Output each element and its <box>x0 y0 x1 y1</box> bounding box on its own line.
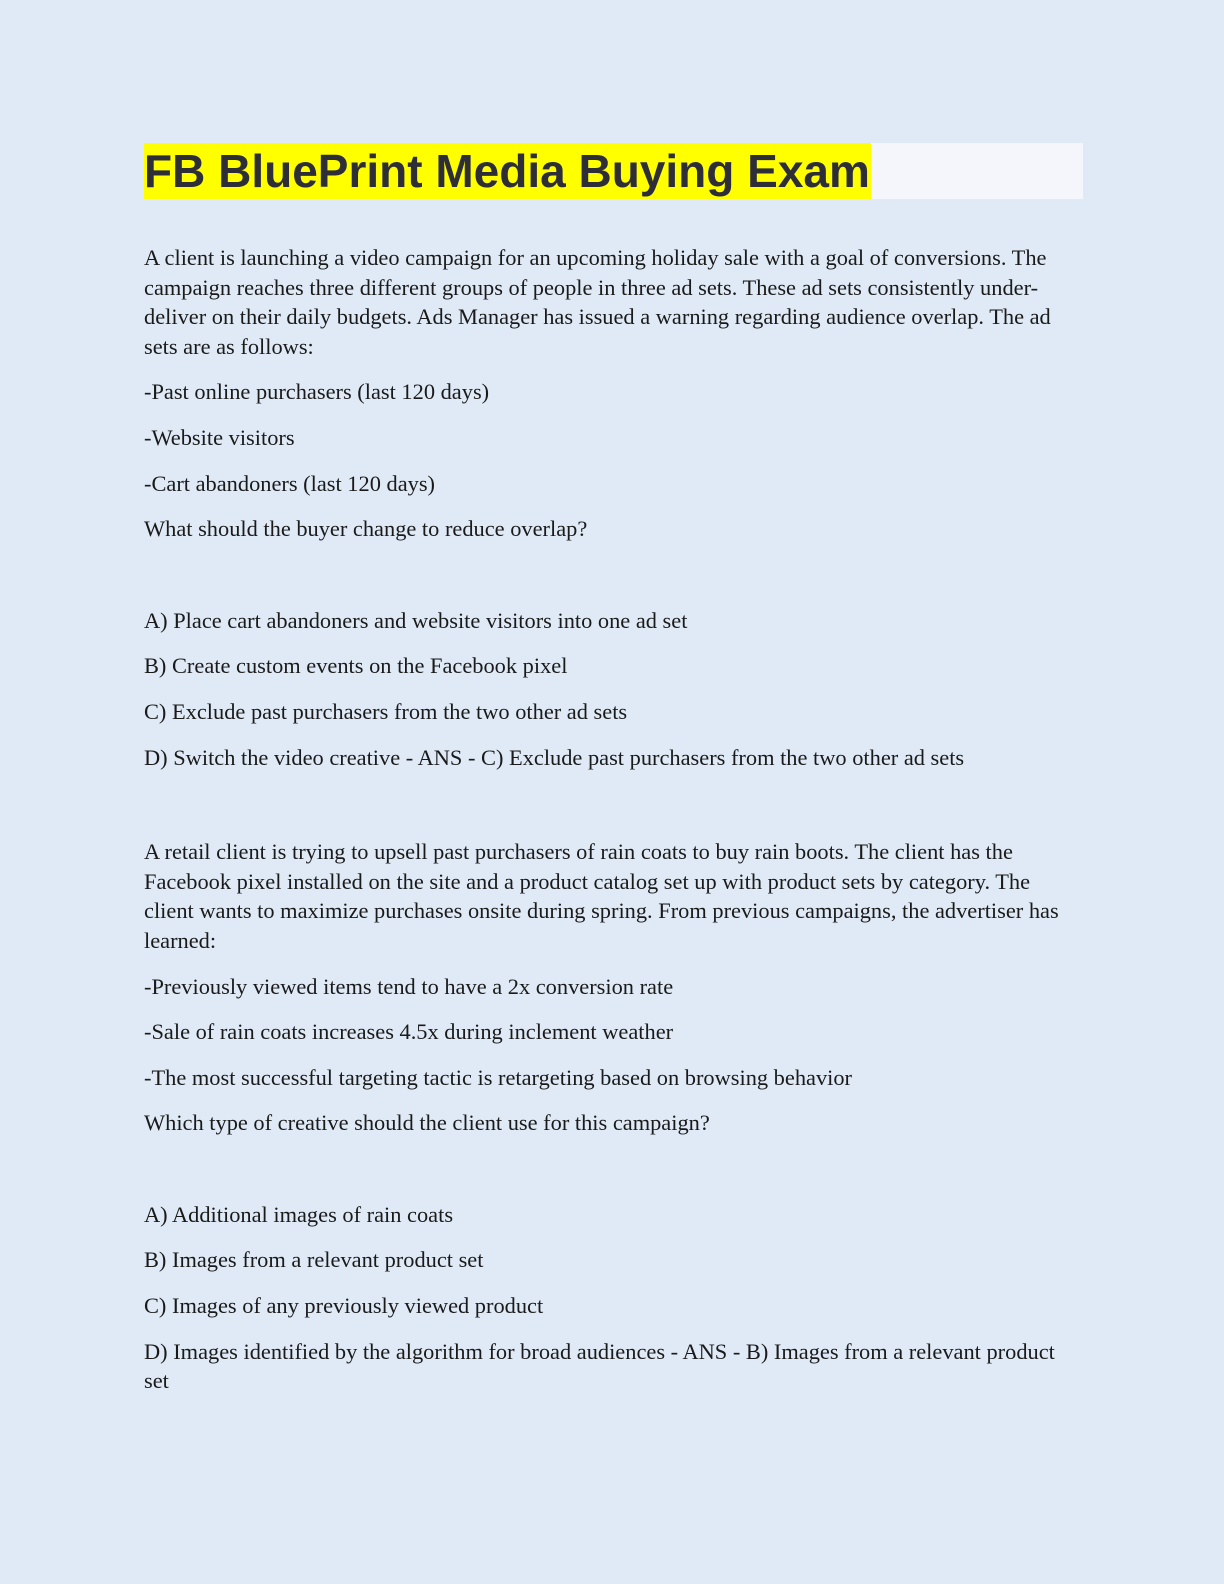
list-item: -Past online purchasers (last 120 days) <box>144 379 490 405</box>
question-stem: A retail client is trying to upsell past purchasers of rain coats to buy rain boots. The client has the Facebook pixel installed on the site and a product catalog set up with product sets by category. The client wants to maximize purchases onsite during spring. From previous campaigns, the advertiser has learned: <box>144 839 1059 953</box>
question-text: Which type of creative should the client use for this campaign? <box>144 1110 710 1136</box>
list-item: -Sale of rain coats increases 4.5x during inclement weather <box>144 1019 674 1045</box>
answer-option-c: C) Exclude past purchasers from the two other ad sets <box>144 698 628 724</box>
answer-option-b: B) Create custom events on the Facebook pixel <box>144 653 568 679</box>
answer-option-c: C) Images of any previously viewed product <box>144 1293 544 1319</box>
list-item: -The most successful targeting tactic is retargeting based on browsing behavior <box>144 1064 853 1090</box>
answer-option-a: A) Place cart abandoners and website visitors into one ad set <box>144 607 688 633</box>
answer-option-d: D) Switch the video creative - ANS - C) Exclude past purchasers from the two other ad sets <box>144 744 965 770</box>
page-title: FB BluePrint Media Buying Exam <box>144 145 870 197</box>
list-item: -Previously viewed items tend to have a 2x conversion rate <box>144 973 674 999</box>
question-stem: A client is launching a video campaign for an upcoming holiday sale with a goal of conversions. The campaign reaches three different groups of people in three ad sets. These ad sets consistently under-deliver on their daily budgets. Ads Manager has issued a warning regarding audience overlap. The ad sets are as follows: <box>144 245 1051 359</box>
answer-option-d: D) Images identified by the algorithm for broad audiences - ANS - B) Images from a relevant product set <box>144 1338 1055 1394</box>
question-block-2 <box>144 837 1084 1396</box>
answer-options <box>144 606 1084 772</box>
title-bar <box>144 143 1083 199</box>
document-page <box>144 143 1084 1396</box>
list-item: -Cart abandoners (last 120 days) <box>144 470 435 496</box>
answer-option-a: A) Additional images of rain coats <box>144 1201 454 1227</box>
answer-options <box>144 1200 1084 1396</box>
list-item: -Website visitors <box>144 424 295 450</box>
question-text: What should the buyer change to reduce overlap? <box>144 516 588 542</box>
answer-option-b: B) Images from a relevant product set <box>144 1247 484 1273</box>
question-block-1 <box>144 243 1084 772</box>
